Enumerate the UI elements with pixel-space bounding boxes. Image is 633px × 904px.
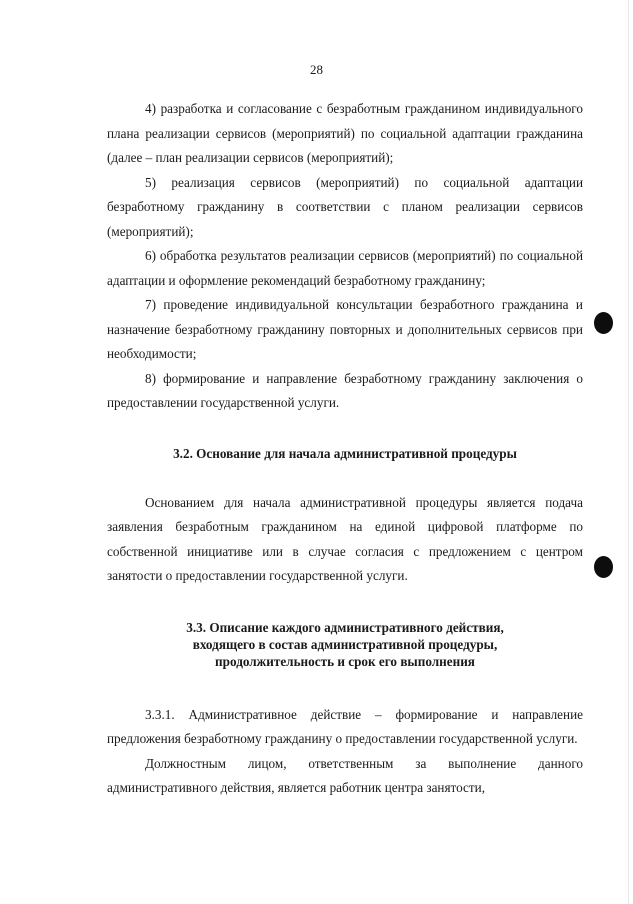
section-3-2-heading: 3.2. Основание для начала административной процедуры (173, 445, 517, 461)
scan-edge-line (628, 0, 629, 904)
section-3-3-heading-line-2: входящего в состав административной процедуры, (192, 636, 498, 652)
section-3-3-heading-line-3: продолжительность и срок его выполнения (215, 653, 475, 669)
list-item-4: 4) разработка и согласование с безработным гражданином индивидуального плана реализации сервисов (мероприятий) по социальной адаптации гражданина (далее – план реализации сервисов (мероприятий); (107, 101, 583, 165)
section-3-2-body: Основанием для начала административной процедуры является подача заявления безработным гражданином на единой цифровой платформе по собственной инициативе или в случае согласия с предложением с центром занятости о предоставлении государственной услуги. (107, 494, 583, 583)
list-item-8: 8) формирование и направление безработному гражданину заключения о предоставлении государственной услуги. (107, 370, 583, 410)
section-3-3-heading (107, 619, 583, 670)
responsible-official-paragraph: Должностным лицом, ответственным за выполнение данного административного действия, является работник центра занятости, (107, 755, 583, 795)
list-item-6: 6) обработка результатов реализации сервисов (мероприятий) по социальной адаптации и оформление рекомендаций безработному гражданину; (107, 248, 583, 288)
list-item-7: 7) проведение индивидуальной консультации безработного гражданина и назначение безработному гражданину повторных и дополнительных сервисов при необходимости; (107, 297, 583, 361)
page-number: 28 (310, 62, 323, 77)
binder-hole-mark (594, 556, 613, 578)
page-body (107, 97, 583, 801)
section-3-3-1-paragraph: 3.3.1. Административное действие – формирование и направление предложения безработному гражданину о предоставлении государственной услуги. (107, 706, 583, 746)
section-3-3-heading-line-1: 3.3. Описание каждого административного действия, (186, 619, 504, 635)
list-item-5: 5) реализация сервисов (мероприятий) по социальной адаптации безработному гражданину в соответствии с планом реализации сервисов (мероприятий); (107, 174, 583, 239)
binder-hole-mark (594, 312, 613, 334)
